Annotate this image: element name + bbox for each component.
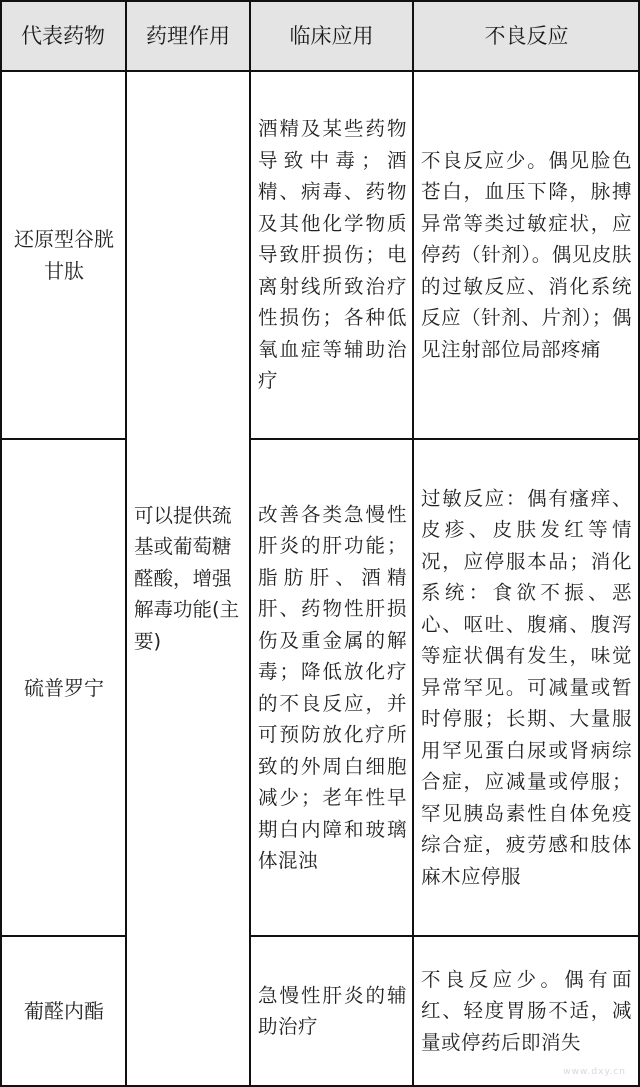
table-row-2-clinical — [252, 440, 413, 935]
header-clinical-use — [250, 0, 413, 70]
table-row-3-clinical — [252, 937, 413, 1085]
drug-name: 葡醛内酯 — [24, 999, 104, 1023]
table-row-1-adverse — [415, 72, 638, 438]
clinical-use-text: 急慢性肝炎的辅助治疗 — [258, 983, 407, 1038]
table-row-3-drug — [2, 937, 126, 1085]
watermark: www.dxy.cn — [563, 1067, 626, 1077]
header-adverse-reactions — [413, 0, 640, 70]
grid-line — [0, 438, 126, 440]
clinical-use-text: 酒精及某些药物导致中毒；酒精、病毒、药物及其他化学物质导致肝损伤；电离射线所致治疗性损伤；各种低氧血症等辅助治疗 — [258, 117, 407, 393]
header-label: 不良反应 — [484, 24, 569, 48]
table-row-2-drug — [2, 440, 126, 935]
grid-line — [125, 0, 127, 1087]
drug-name: 硫普罗宁 — [24, 675, 104, 700]
grid-line — [249, 935, 640, 937]
grid-line — [249, 0, 251, 1087]
clinical-use-text: 改善各类急慢性肝炎的肝功能；脂肪肝、酒精肝、药物性肝损伤及重金属的解毒；降低放化疗的不良反应，并可预防放化疗所致的外周白细胞减少；老年性早期白内障和玻璃体混浊 — [258, 502, 407, 872]
header-label: 代表药物 — [21, 24, 105, 48]
header-pharmacology — [126, 0, 250, 70]
grid-line — [0, 0, 2, 1087]
drug-name: 还原型谷胱甘肽 — [14, 227, 114, 283]
adverse-reactions-text: 不良反应少。偶见脸色苍白，血压下降，脉搏异常等类过敏症状，应停药（针剂）。偶见皮肤的过敏反应、消化系统反应（针剂、片剂）；偶见注射部位局部疼痛 — [421, 148, 632, 361]
table-row-3-adverse — [415, 937, 638, 1085]
grid-line — [0, 70, 640, 72]
grid-line — [0, 935, 126, 937]
adverse-reactions-text: 不良反应少。偶有面红、轻度胃肠不适，减量或停药后即消失 — [421, 967, 632, 1054]
table-row-2-adverse — [415, 440, 638, 935]
grid-line — [412, 0, 414, 1087]
table-row-1-drug — [2, 72, 126, 438]
header-label: 药理作用 — [146, 24, 230, 48]
adverse-reactions-text: 过敏反应：偶有瘙痒、皮疹、皮肤发红等情况，应停服本品；消化系统：食欲不振、恶心、呕吐、腹痛、腹泻等症状偶有发生，味觉异常罕见。可减量或暂时停服；长期、大量服用罕见蛋白尿或肾病综合症，应减量或停服；罕见胰岛素性自体免疫综合症，疲劳感和肢体麻木应停服 — [421, 486, 632, 888]
grid-line — [0, 0, 640, 2]
header-label: 临床应用 — [289, 24, 374, 48]
header-drug — [0, 0, 126, 70]
grid-line — [249, 438, 640, 440]
table-row-1-clinical — [252, 72, 413, 438]
pharmacology-text: 可以提供巯基或葡萄糖醛酸，增强解毒功能(主要) — [134, 503, 240, 653]
pharmacology-cell — [128, 72, 250, 1085]
